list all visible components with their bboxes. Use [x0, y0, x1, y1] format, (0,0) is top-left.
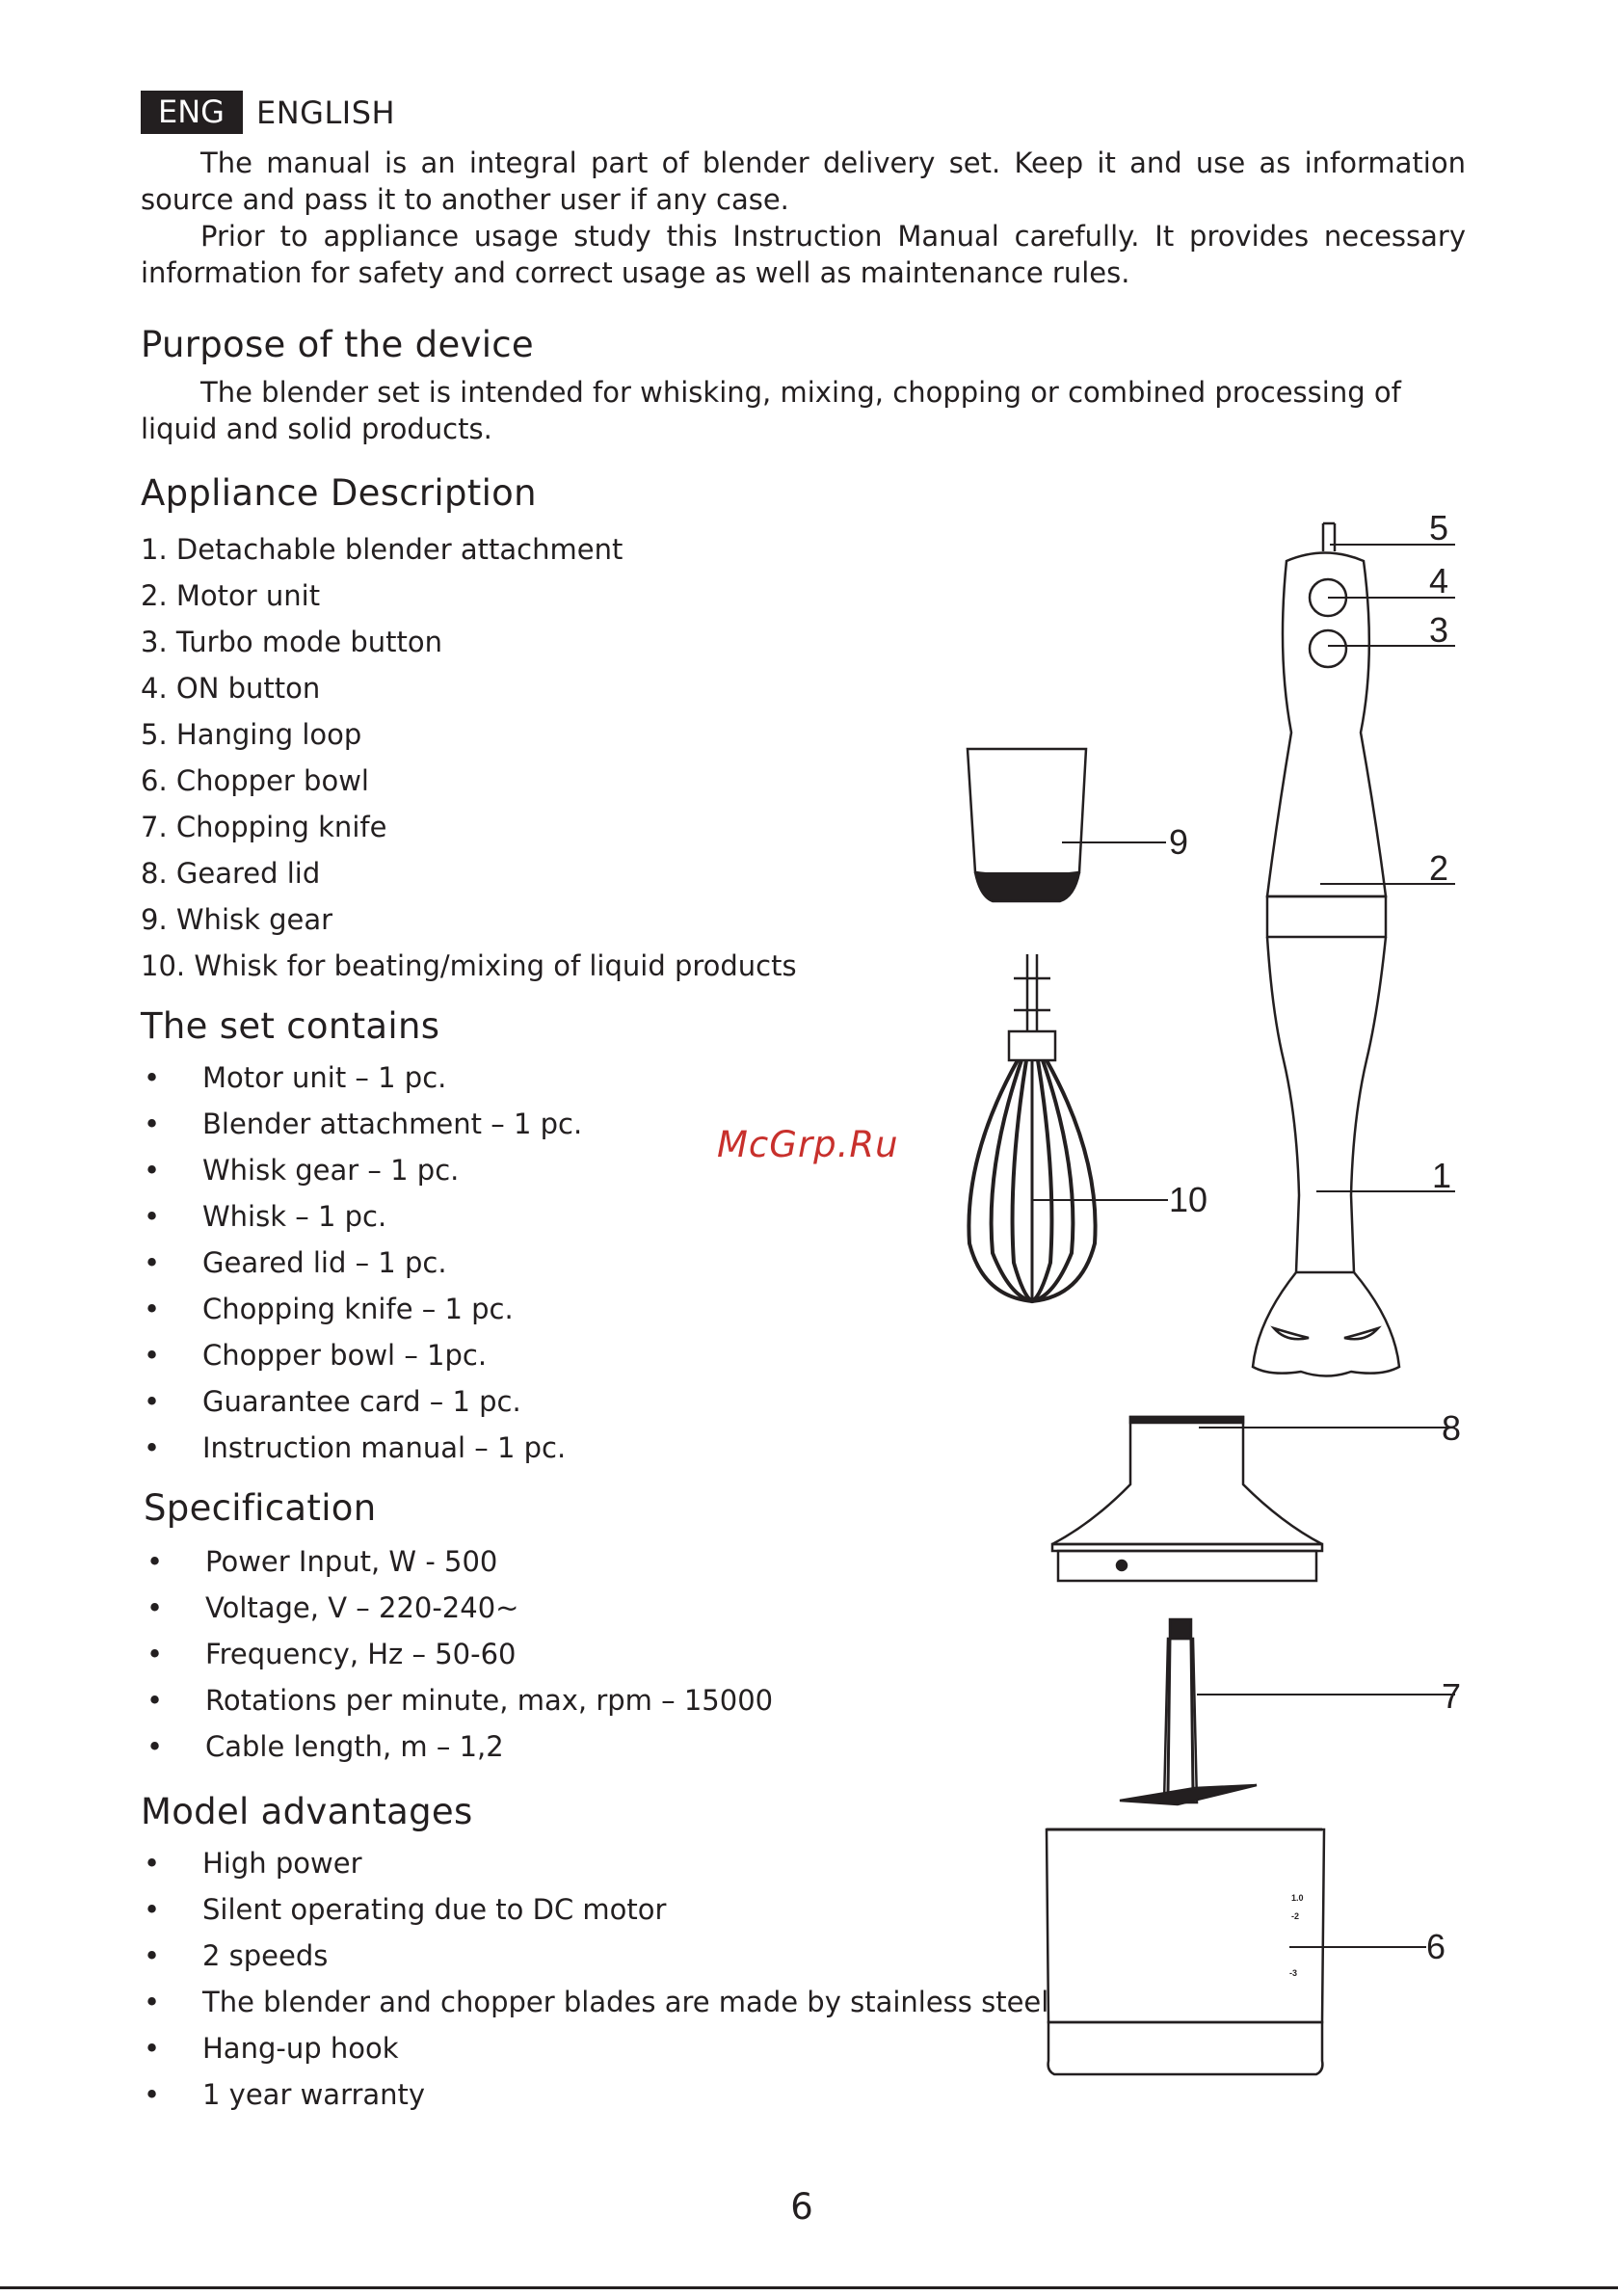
- callout-label: 7: [1442, 1676, 1462, 1716]
- bowl-mark: -3: [1289, 1968, 1298, 1978]
- list-item: • Rotations per minute, max, rpm – 15000: [144, 1681, 773, 1727]
- callout-label: 2: [1429, 848, 1449, 888]
- list-item: • Guarantee card – 1 pc.: [141, 1382, 582, 1428]
- chopper-bowl-drawing: [1047, 1829, 1324, 2074]
- list-item: • 1 year warranty: [141, 2075, 1048, 2122]
- whisk-gear-drawing: [968, 749, 1086, 901]
- purpose-paragraph: The blender set is intended for whisking, mixing, chopping or combined processing of liquid and solid products.: [141, 376, 1401, 445]
- set-contains-heading: The set contains: [141, 1005, 440, 1047]
- list-item: • 2 speeds: [141, 1936, 1048, 1983]
- geared-lid-drawing: [1052, 1417, 1322, 1581]
- callout-label: 4: [1429, 561, 1449, 601]
- list-item: 6. Chopper bowl: [141, 764, 369, 797]
- callout-label: 10: [1169, 1180, 1208, 1219]
- list-item: • High power: [141, 1844, 1048, 1890]
- page-number: 6: [790, 2186, 813, 2228]
- specification-heading: Specification: [144, 1487, 377, 1529]
- list-item: • Silent operating due to DC motor: [141, 1890, 1048, 1936]
- list-item: • Instruction manual – 1 pc.: [141, 1428, 582, 1475]
- list-item: • Chopper bowl – 1pc.: [141, 1336, 582, 1382]
- intro-paragraph-2: Prior to appliance usage study this Instruction Manual carefully. It provides necessary information for safety and correct usage as well as maintenance rules.: [141, 220, 1466, 289]
- purpose-heading: Purpose of the device: [141, 324, 534, 365]
- list-item: 3. Turbo mode button: [141, 626, 442, 658]
- list-item: • The blender and chopper blades are made by stainless steel: [141, 1983, 1048, 2029]
- list-item: • Cable length, m – 1,2: [144, 1727, 773, 1774]
- language-name: ENGLISH: [256, 93, 396, 131]
- turbo-button-drawing: [1310, 630, 1346, 667]
- list-item: • Frequency, Hz – 50-60: [144, 1635, 773, 1681]
- list-item: • Whisk gear – 1 pc.: [141, 1151, 582, 1197]
- callout-labels: [1169, 508, 1461, 1966]
- list-item: • Power Input, W - 500: [144, 1542, 773, 1589]
- chopping-knife-drawing: [1120, 1619, 1257, 1804]
- motor-unit-drawing: [1253, 523, 1399, 1376]
- intro-paragraph-1: The manual is an integral part of blender delivery set. Keep it and use as information source and pass it to another user if any case.: [141, 147, 1466, 216]
- callout-label: 6: [1426, 1927, 1446, 1966]
- callout-label: 1: [1432, 1156, 1452, 1195]
- list-item: • Voltage, V – 220-240~: [144, 1589, 773, 1635]
- advantages-heading: Model advantages: [141, 1791, 473, 1832]
- list-item: 1. Detachable blender attachment: [141, 533, 623, 566]
- description-heading: Appliance Description: [141, 472, 537, 514]
- list-item: 8. Geared lid: [141, 857, 321, 890]
- list-item: • Motor unit – 1 pc.: [141, 1058, 582, 1105]
- bowl-mark: 1.0: [1291, 1893, 1304, 1903]
- bowl-mark: -2: [1291, 1911, 1300, 1921]
- list-item: • Chopping knife – 1 pc.: [141, 1290, 582, 1336]
- list-item: 9. Whisk gear: [141, 903, 333, 936]
- list-item: • Hang-up hook: [141, 2029, 1048, 2075]
- whisk-drawing: [968, 954, 1095, 1301]
- list-item: 5. Hanging loop: [141, 718, 362, 751]
- list-item: • Blender attachment – 1 pc.: [141, 1105, 582, 1151]
- callout-label: 9: [1169, 822, 1189, 862]
- list-item: • Geared lid – 1 pc.: [141, 1243, 582, 1290]
- language-code-badge: ENG: [141, 91, 243, 134]
- list-item: • Whisk – 1 pc.: [141, 1197, 582, 1243]
- list-item: 2. Motor unit: [141, 579, 321, 612]
- list-item: 10. Whisk for beating/mixing of liquid products: [141, 949, 797, 982]
- list-item: 7. Chopping knife: [141, 811, 387, 843]
- callout-label: 8: [1442, 1408, 1462, 1448]
- callout-label: 3: [1429, 610, 1449, 650]
- bottom-rule: [0, 2286, 1618, 2289]
- watermark: McGrp.Ru: [717, 1124, 899, 1165]
- callout-label: 5: [1429, 508, 1449, 547]
- list-item: 4. ON button: [141, 672, 321, 705]
